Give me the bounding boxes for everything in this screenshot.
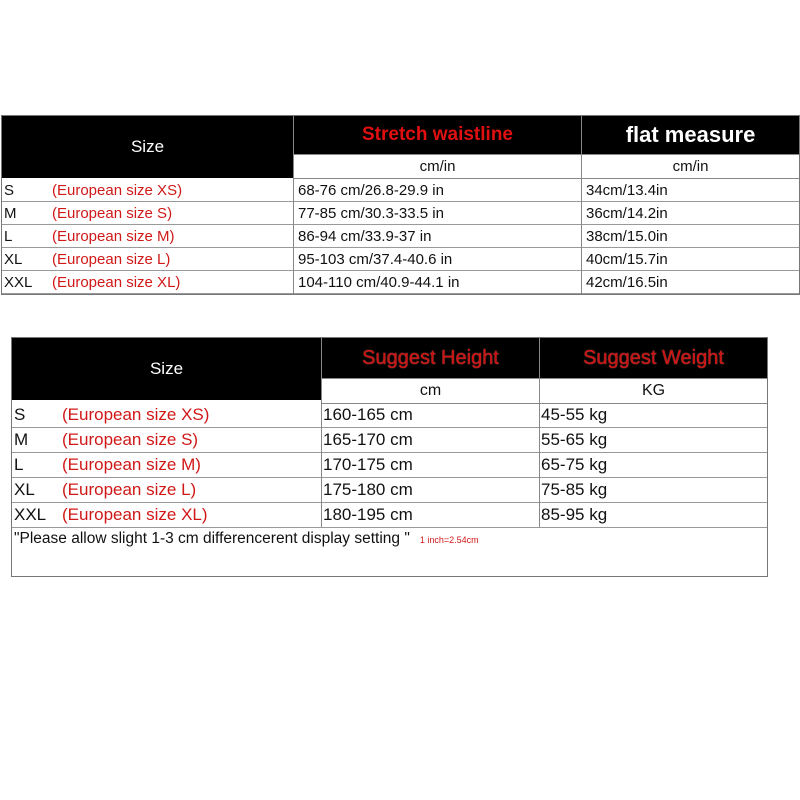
- height-unit-label: cm: [419, 382, 442, 399]
- waist-unit-label: cm/in: [419, 158, 456, 175]
- table-row: [2, 202, 799, 225]
- weight-cell: 75-85 kg: [541, 480, 608, 499]
- table-row: [2, 179, 799, 202]
- size-chart-height-weight-table: [11, 337, 768, 577]
- size-cell: M: [14, 430, 29, 449]
- flat-cell: 42cm/16.5in: [586, 273, 668, 291]
- weight-unit-label: KG: [641, 382, 666, 399]
- size-chart-waist-table: [1, 115, 800, 295]
- european-size-cell: (European size S): [62, 430, 199, 449]
- suggest-height-label: Suggest Height: [362, 346, 499, 369]
- height-unit-header: [322, 378, 539, 404]
- height-cell: 165-170 cm: [323, 430, 413, 449]
- size-cell: S: [14, 405, 26, 424]
- table-row: [12, 503, 767, 528]
- size-header-label: Size: [149, 359, 184, 378]
- table-row: [12, 403, 767, 428]
- flat-cell: 34cm/13.4in: [586, 181, 668, 199]
- european-size-cell: (European size XS): [52, 181, 183, 199]
- height-cell: 175-180 cm: [323, 480, 413, 499]
- flat-cell: 36cm/14.2in: [586, 204, 668, 222]
- european-size-cell: (European size M): [62, 455, 201, 474]
- stretch-waistline-label: Stretch waistline: [362, 124, 513, 145]
- weight-cell: 85-95 kg: [541, 505, 608, 524]
- european-size-cell: (European size XL): [62, 505, 208, 524]
- flat-measure-label: flat measure: [625, 122, 756, 147]
- suggest-height-header: [322, 338, 539, 378]
- suggest-weight-header: [540, 338, 767, 378]
- weight-cell: 45-55 kg: [541, 405, 608, 424]
- weight-unit-header: [540, 378, 767, 404]
- size-header: [2, 116, 293, 178]
- weight-cell: 65-75 kg: [541, 455, 608, 474]
- size-cell: L: [4, 227, 13, 245]
- measurement-note: [14, 530, 479, 548]
- waist-unit-header: [294, 154, 581, 179]
- flat-cell: 38cm/15.0in: [586, 227, 668, 245]
- waist-cell: 77-85 cm/30.3-33.5 in: [298, 204, 444, 222]
- stretch-waistline-header: [294, 116, 581, 154]
- waist-cell: 95-103 cm/37.4-40.6 in: [298, 250, 453, 268]
- note-text: "Please allow slight 1-3 cm differencerent display setting ": [14, 530, 410, 547]
- height-cell: 180-195 cm: [323, 505, 413, 524]
- size-cell: XXL: [14, 505, 47, 524]
- table-row: [2, 225, 799, 248]
- size-cell: XL: [14, 480, 35, 499]
- size-header: [12, 338, 321, 400]
- european-size-cell: (European size L): [62, 480, 197, 499]
- height-cell: 160-165 cm: [323, 405, 413, 424]
- european-size-cell: (European size XS): [62, 405, 210, 424]
- table-row: [2, 248, 799, 271]
- flat-measure-header: [582, 116, 799, 154]
- size-header-label: Size: [130, 137, 165, 156]
- flat-unit-label: cm/in: [672, 158, 709, 175]
- inch-conversion-note: 1 inch=2.54cm: [419, 535, 479, 545]
- european-size-cell: (European size L): [52, 250, 171, 268]
- size-cell: XXL: [4, 273, 33, 291]
- european-size-cell: (European size S): [52, 204, 173, 222]
- size-cell: L: [14, 455, 24, 474]
- flat-cell: 40cm/15.7in: [586, 250, 668, 268]
- size-cell: XL: [4, 250, 23, 268]
- height-cell: 170-175 cm: [323, 455, 413, 474]
- table-row: [12, 428, 767, 453]
- suggest-weight-label: Suggest Weight: [583, 346, 724, 369]
- flat-unit-header: [582, 154, 799, 179]
- european-size-cell: (European size XL): [52, 273, 181, 291]
- table-row: [12, 453, 767, 478]
- waist-cell: 104-110 cm/40.9-44.1 in: [298, 273, 460, 291]
- weight-cell: 55-65 kg: [541, 430, 608, 449]
- size-cell: S: [4, 181, 15, 199]
- waist-cell: 68-76 cm/26.8-29.9 in: [298, 181, 444, 199]
- waist-cell: 86-94 cm/33.9-37 in: [298, 227, 432, 245]
- table-row: [2, 271, 799, 294]
- table-row: [12, 478, 767, 503]
- size-cell: M: [4, 204, 17, 222]
- european-size-cell: (European size M): [52, 227, 175, 245]
